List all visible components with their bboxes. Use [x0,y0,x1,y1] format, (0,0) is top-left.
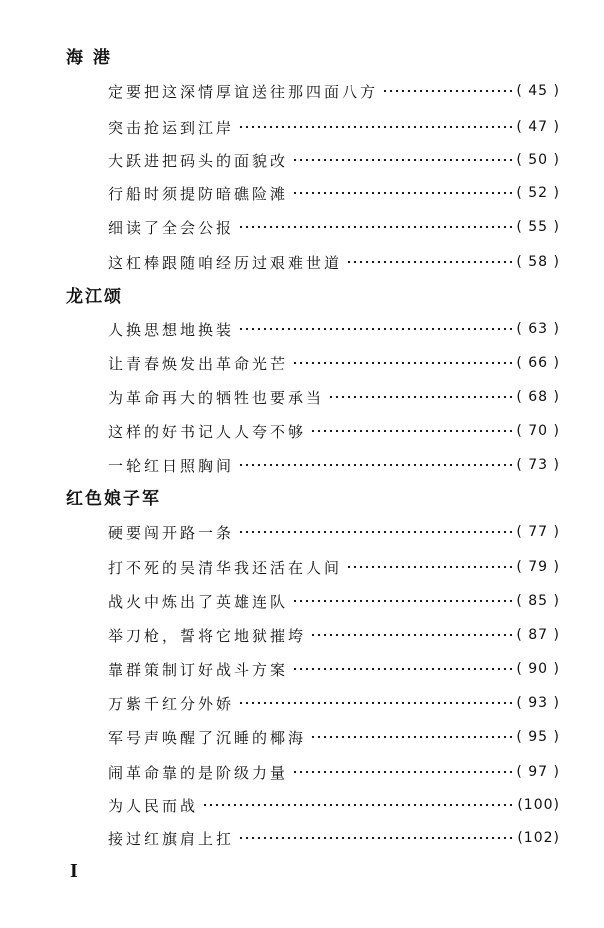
page-number-marker: I [70,860,78,882]
dot-leader [202,804,513,806]
entry-page: ( 95 ) [516,729,560,745]
entry-title: 万紫千红分外娇 [108,694,235,713]
entry-page: ( 52 ) [516,185,560,201]
dot-leader [238,226,512,228]
entry-page: ( 79 ) [516,559,560,575]
entry-page: ( 55 ) [516,219,560,235]
dot-leader [310,430,512,432]
entry-title: 人换思想地换装 [108,320,235,339]
entry-title: 细读了全会公报 [108,218,235,237]
toc-entry[interactable] [108,352,560,374]
toc-entry[interactable] [108,624,560,646]
toc-entry[interactable] [108,251,560,273]
toc-entry[interactable] [108,590,560,612]
entry-page: ( 97 ) [516,764,560,780]
section-title: 红色娘子军 [66,489,161,509]
dot-leader [238,531,512,533]
toc-entry[interactable] [108,726,560,748]
dot-leader [238,328,512,330]
entry-title: 让青春焕发出革命光芒 [108,354,289,373]
toc-entry[interactable] [108,794,560,816]
toc-entry[interactable] [108,318,560,340]
entry-title: 这杠棒跟随咱经历过艰难世道 [108,253,343,272]
dot-leader [346,261,512,263]
dot-leader [292,771,512,773]
dot-leader [292,600,512,602]
toc-entry[interactable] [108,454,560,476]
entry-page: ( 47 ) [516,119,560,135]
dot-leader [382,90,512,92]
entry-title: 军号声唤醒了沉睡的椰海 [108,728,307,747]
toc-entry[interactable] [108,556,560,578]
dot-leader [328,396,512,398]
entry-title: 为人民而战 [108,796,199,815]
entry-title: 靠群策制订好战斗方案 [108,660,289,679]
toc-entry[interactable] [108,692,560,714]
dot-leader [292,159,512,161]
entry-page: ( 85 ) [516,593,560,609]
dot-leader [292,362,512,364]
dot-leader [346,566,512,568]
dot-leader [238,702,512,704]
dot-leader [292,192,512,194]
entry-page: ( 90 ) [516,661,560,677]
toc-entry[interactable] [108,149,560,171]
entry-page: ( 63 ) [516,321,560,337]
entry-title: 这样的好书记人人夸不够 [108,422,307,441]
dot-leader [292,668,512,670]
toc-entry[interactable] [108,182,560,204]
entry-page: ( 70 ) [516,423,560,439]
entry-title: 定要把这深情厚谊送往那四面八方 [108,82,379,101]
entry-page: ( 50 ) [516,152,560,168]
entry-page: ( 73 ) [516,457,560,473]
entry-title: 打不死的吴清华我还活在人间 [108,558,343,577]
section-title: 海 港 [66,48,112,68]
entry-page: (102) [517,830,560,846]
toc-entry[interactable] [108,658,560,680]
entry-page: ( 87 ) [516,627,560,643]
entry-page: ( 93 ) [516,695,560,711]
dot-leader [238,837,513,839]
toc-entry[interactable] [108,116,560,138]
toc-entry[interactable] [108,827,560,849]
entry-title: 突击抢运到江岸 [108,118,235,137]
entry-page: ( 68 ) [516,389,560,405]
entry-title: 大跃进把码头的面貌改 [108,151,289,170]
entry-page: ( 77 ) [516,524,560,540]
toc-entry[interactable] [108,216,560,238]
entry-title: 硬要闯开路一条 [108,523,235,542]
entry-title: 行船时须提防暗礁险滩 [108,184,289,203]
entry-page: (100) [517,797,560,813]
entry-page: ( 58 ) [516,254,560,270]
dot-leader [238,464,512,466]
entry-title: 接过红旗肩上扛 [108,829,235,848]
entry-page: ( 45 ) [516,83,560,99]
entry-title: 闹革命靠的是阶级力量 [108,763,289,782]
entry-title: 战火中炼出了英雄连队 [108,592,289,611]
toc-entry[interactable] [108,80,560,102]
entry-title: 为革命再大的牺牲也要承当 [108,388,325,407]
dot-leader [238,126,512,128]
toc-entry[interactable] [108,521,560,543]
section-title: 龙江颂 [66,287,123,307]
entry-page: ( 66 ) [516,355,560,371]
entry-title: 举刀枪，誓将它地狱摧垮 [108,626,307,645]
entry-title: 一轮红日照胸间 [108,456,235,475]
toc-entry[interactable] [108,420,560,442]
dot-leader [310,736,512,738]
toc-entry[interactable] [108,386,560,408]
toc-entry[interactable] [108,761,560,783]
dot-leader [310,634,512,636]
